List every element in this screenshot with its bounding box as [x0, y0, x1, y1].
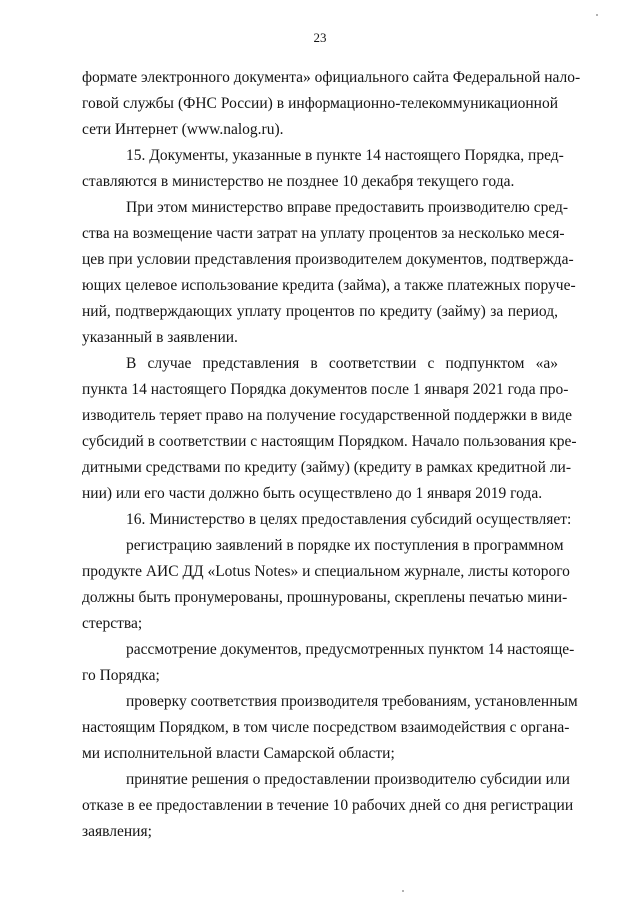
text-line: регистрацию заявлений в порядке их поступления в программном — [126, 537, 564, 554]
text-line: настоящим Порядком, в том числе посредством взаимодействия с органа- — [82, 719, 570, 736]
text-line: указанный в заявлении. — [82, 329, 238, 346]
text-line: ми исполнительной власти Самарской области; — [82, 745, 395, 762]
text-line: ставляются в министерство не позднее 10 декабря текущего года. — [82, 173, 515, 190]
text-line: стерства; — [82, 615, 143, 632]
text-line: ющих целевое использование кредита (займа), а также платежных поруче- — [82, 277, 576, 294]
text-line: В случае представления в соответствии с подпунктом «а» — [126, 355, 558, 372]
text-line: формате электронного документа» официального сайта Федеральной нало- — [82, 69, 581, 86]
text-line: отказе в ее предоставлении в течение 10 рабочих дней со дня регистрации — [82, 797, 574, 814]
text-line: говой службы (ФНС России) в информационно-телекоммуникационной — [82, 95, 558, 112]
text-line: цев при условии представления производителем документов, подтвержда- — [82, 251, 574, 268]
text-line: проверку соответствия производителя требованиям, установленным — [126, 693, 578, 710]
text-line: 16. Министерство в целях предоставления субсидий осуществляет: — [126, 511, 572, 528]
text-line: нии) или его части должно быть осуществлено до 1 января 2019 года. — [82, 485, 543, 502]
text-line: ний, подтверждающих уплату процентов по кредиту (займу) за период, — [82, 303, 558, 320]
text-line: 15. Документы, указанные в пункте 14 настоящего Порядка, пред- — [126, 147, 564, 164]
text-line: сети Интернет (www.nalog.ru). — [82, 121, 284, 138]
scan-speck — [402, 890, 404, 892]
scan-speck — [596, 14, 598, 16]
text-line: должны быть пронумерованы, прошнурованы, скреплены печатью мини- — [82, 589, 568, 606]
text-line: изводитель теряет право на получение государственной поддержки в виде — [82, 407, 572, 424]
page-number: 23 — [313, 30, 327, 45]
text-line: пункта 14 настоящего Порядка документов после 1 января 2021 года про- — [82, 381, 569, 398]
text-line: ства на возмещение части затрат на уплату процентов за несколько меся- — [82, 225, 565, 242]
text-line: При этом министерство вправе предоставить производителю сред- — [126, 199, 569, 216]
text-line: субсидий в соответствии с настоящим Порядком. Начало пользования кре- — [82, 433, 577, 450]
text-line: заявления; — [82, 823, 152, 840]
text-line: го Порядка; — [82, 667, 160, 684]
text-line: принятие решения о предоставлении производителю субсидии или — [126, 771, 570, 788]
text-line: дитными средствами по кредиту (займу) (кредиту в рамках кредитной ли- — [82, 459, 572, 476]
text-line: продукте АИС ДД «Lotus Notes» и специальном журнале, листы которого — [82, 563, 570, 580]
text-line: рассмотрение документов, предусмотренных пунктом 14 настояще- — [126, 641, 575, 658]
